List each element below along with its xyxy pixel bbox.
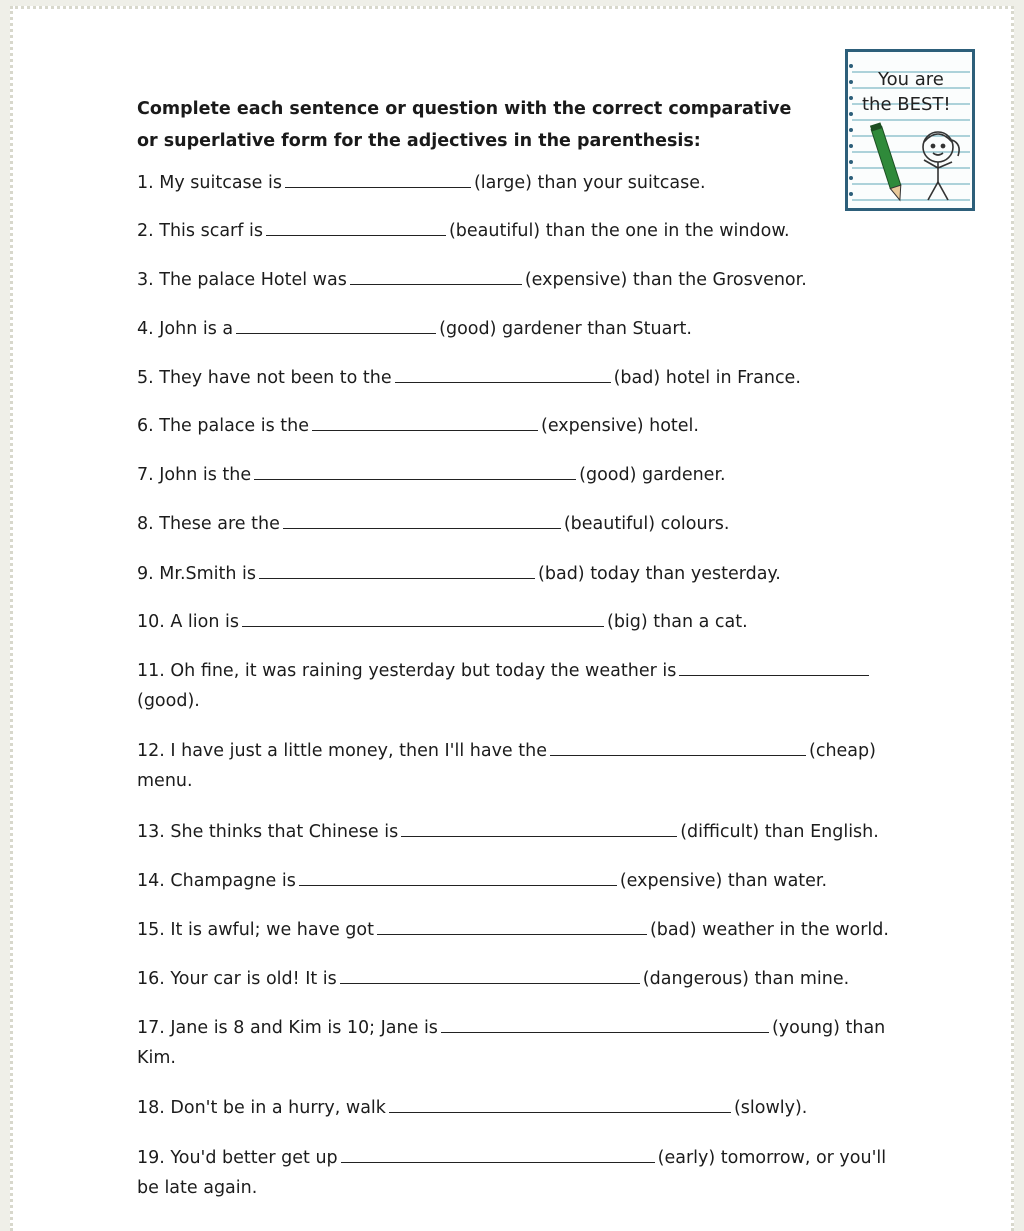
exercise-hint: (good) gardener. xyxy=(579,465,726,485)
exercise-item xyxy=(137,659,927,711)
answer-blank[interactable] xyxy=(350,268,522,285)
exercise-hint: (young) than xyxy=(771,1018,886,1038)
exercise-item xyxy=(137,414,927,438)
girl-doodle-icon xyxy=(923,132,959,200)
instructions-heading: Complete each sentence or question with the correct comparative or superlative form for the adjectives in the parenthesis: xyxy=(137,99,792,151)
exercise-prompt: 4. John is a xyxy=(137,319,234,339)
exercise-item xyxy=(137,463,927,487)
sticker-line-1: You are xyxy=(878,69,944,90)
exercise-hint: (early) tomorrow, or you'll xyxy=(657,1148,887,1168)
exercise-item xyxy=(137,317,927,341)
exercise-prompt: 5. They have not been to the xyxy=(137,368,392,388)
exercise-item xyxy=(137,820,927,844)
answer-blank[interactable] xyxy=(550,739,806,756)
sticker-line-2: the BEST! xyxy=(862,94,951,115)
exercise-prompt: 16. Your car is old! It is xyxy=(137,969,337,989)
answer-blank[interactable] xyxy=(285,171,471,188)
exercise-item xyxy=(137,967,927,991)
exercise-item xyxy=(137,512,927,536)
exercise-hint: (bad) weather in the world. xyxy=(649,920,889,940)
exercise-prompt: 10. A lion is xyxy=(137,612,239,632)
answer-blank[interactable] xyxy=(441,1016,769,1033)
answer-blank[interactable] xyxy=(341,1146,655,1163)
answer-blank[interactable] xyxy=(283,512,561,529)
exercise-hint: (big) than a cat. xyxy=(607,612,748,632)
answer-blank[interactable] xyxy=(679,659,869,676)
exercise-hint: (expensive) than the Grosvenor. xyxy=(524,270,807,290)
exercise-item xyxy=(137,739,927,791)
exercise-prompt: 15. It is awful; we have got xyxy=(137,920,374,940)
exercise-prompt: 19. You'd better get up xyxy=(137,1148,338,1168)
exercise-prompt: 2. This scarf is xyxy=(137,221,263,241)
exercise-item xyxy=(137,1016,927,1068)
exercise-prompt: 7. John is the xyxy=(137,465,252,485)
exercise-item xyxy=(137,171,927,195)
exercise-item xyxy=(137,610,927,634)
answer-blank[interactable] xyxy=(377,918,647,935)
answer-blank[interactable] xyxy=(254,463,576,480)
exercise-prompt: 1. My suitcase is xyxy=(137,173,282,193)
exercise-hint: (difficult) than English. xyxy=(680,822,879,842)
exercise-item xyxy=(137,918,927,942)
exercise-hint: (good) gardener than Stuart. xyxy=(439,319,692,339)
exercise-continuation: menu. xyxy=(137,771,193,791)
answer-blank[interactable] xyxy=(340,967,640,984)
answer-blank[interactable] xyxy=(266,219,446,236)
exercise-prompt: 3. The palace Hotel was xyxy=(137,270,347,290)
exercise-prompt: 12. I have just a little money, then I'll have the xyxy=(137,741,547,761)
exercise-item xyxy=(137,268,927,292)
exercise-hint: (expensive) hotel. xyxy=(541,416,699,436)
exercise-item xyxy=(137,1146,927,1198)
exercise-item xyxy=(137,1096,927,1120)
exercise-item xyxy=(137,219,927,243)
exercise-hint: (beautiful) than the one in the window. xyxy=(448,221,790,241)
exercise-hint: (bad) hotel in France. xyxy=(613,368,801,388)
exercise-prompt: 6. The palace is the xyxy=(137,416,310,436)
exercise-continuation: (good). xyxy=(137,691,200,711)
answer-blank[interactable] xyxy=(389,1096,731,1113)
exercise-prompt: 17. Jane is 8 and Kim is 10; Jane is xyxy=(137,1018,438,1038)
answer-blank[interactable] xyxy=(299,869,617,886)
exercise-prompt: 13. She thinks that Chinese is xyxy=(137,822,399,842)
exercise-hint: (slowly). xyxy=(733,1098,808,1118)
exercise-prompt: 9. Mr.Smith is xyxy=(137,564,257,584)
exercise-item xyxy=(137,562,927,586)
exercise-continuation: be late again. xyxy=(137,1178,258,1198)
exercise-item xyxy=(137,869,927,893)
answer-blank[interactable] xyxy=(395,366,611,383)
exercise-hint: (beautiful) colours. xyxy=(563,514,730,534)
exercise-prompt: 14. Champagne is xyxy=(137,871,296,891)
exercise-prompt: 8. These are the xyxy=(137,514,280,534)
exercise-prompt: 18. Don't be in a hurry, walk xyxy=(137,1098,386,1118)
answer-blank[interactable] xyxy=(242,610,604,627)
exercise-hint: (bad) today than yesterday. xyxy=(538,564,781,584)
answer-blank[interactable] xyxy=(259,562,535,579)
worksheet-page xyxy=(10,6,1014,1231)
exercise-hint: (expensive) than water. xyxy=(619,871,828,891)
exercise-hint: (large) than your suitcase. xyxy=(473,173,706,193)
answer-blank[interactable] xyxy=(401,820,677,837)
exercise-prompt: 11. Oh fine, it was raining yesterday but today the weather is xyxy=(137,661,677,681)
answer-blank[interactable] xyxy=(312,414,538,431)
exercise-item xyxy=(137,366,927,390)
exercise-continuation: Kim. xyxy=(137,1048,176,1068)
exercise-hint: (cheap) xyxy=(809,741,876,761)
exercise-hint: (dangerous) than mine. xyxy=(642,969,850,989)
answer-blank[interactable] xyxy=(236,317,436,334)
